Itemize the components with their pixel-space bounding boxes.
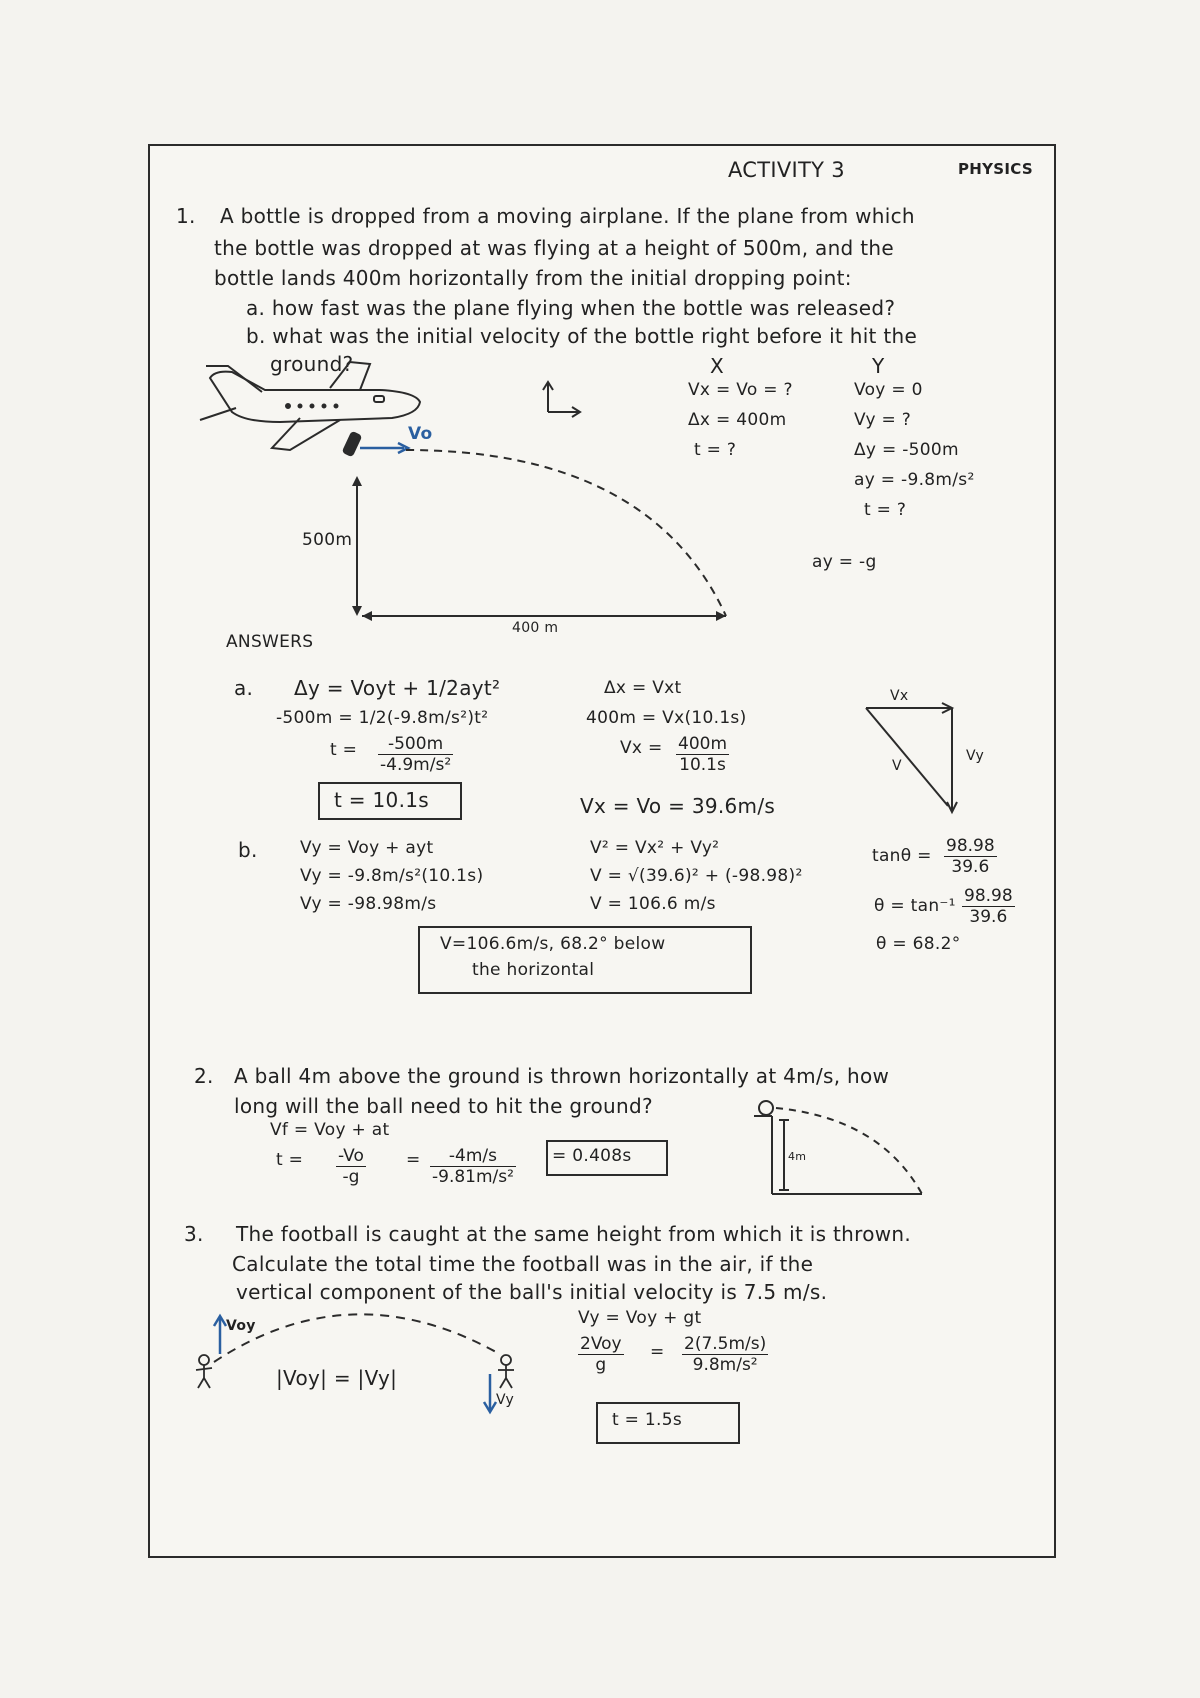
range-label: 400 m [512, 620, 559, 636]
catcher-figure-icon [498, 1355, 514, 1388]
ay-note: ay = -g [812, 552, 877, 572]
q2-line: A ball 4m above the ground is thrown horizontally at 4m/s, how [234, 1064, 890, 1088]
q3-result: t = 1.5s [612, 1410, 683, 1430]
part-b-eq: Vy = -98.98m/s [300, 894, 437, 914]
q2-diagram [754, 1101, 922, 1194]
q3-fraction: $\frac{2(7.5m/s)}{\text{9.8m/s²}}$ [684, 1334, 767, 1375]
part-a-t-lhs: t = [330, 740, 358, 760]
final-answer-cont: the horizontal [472, 960, 595, 980]
q2-equals: = [406, 1150, 421, 1170]
q2-fraction: $\frac{-Vo}{-g}$ [338, 1146, 364, 1187]
part-a-t-fraction: $\frac{-500m}{\text{-4.9m/s²}}$ [380, 734, 452, 775]
q1-number: 1. [176, 204, 196, 228]
part-a-x-eq: 400m = Vx(10.1s) [586, 708, 747, 728]
part-b-mag-eq: V = 106.6 m/s [590, 894, 716, 914]
x-given: Vx = Vo = ? [688, 380, 793, 400]
part-a-vx-fraction: $\frac{400m}{10.1s}$ [678, 734, 728, 775]
answers-heading: ANSWERS [226, 632, 314, 652]
bottle-icon [341, 431, 362, 458]
q1-part-b: b. what was the initial velocity of the bottle right before it hit the [246, 324, 918, 348]
height-label: 500m [302, 530, 353, 550]
part-a-eq: -500m = 1/2(-9.8m/s²)t² [276, 708, 489, 728]
q1-line: A bottle is dropped from a moving airplane. If the plane from which [220, 204, 915, 228]
vy-label: Vy [496, 1392, 515, 1408]
abs-equation: |Voy| = |Vy| [276, 1366, 398, 1390]
airplane-icon [200, 362, 420, 450]
theta-result: θ = 68.2° [876, 934, 961, 954]
q1-part-b-cont: ground? [270, 352, 354, 376]
x-column-header: X [710, 354, 725, 378]
y-given: Vy = ? [854, 410, 912, 430]
activity-title: ACTIVITY 3 [728, 158, 845, 182]
vo-label: Vo [408, 424, 433, 444]
tan-lhs: tanθ = [872, 846, 932, 866]
q1-part-a: a. how fast was the plane flying when the bottle was released? [246, 296, 896, 320]
axes-icon [543, 382, 580, 417]
q1-line: the bottle was dropped at was flying at a height of 500m, and the [214, 236, 894, 260]
q3-number: 3. [184, 1222, 204, 1246]
part-a-vx-lhs: Vx = [620, 738, 663, 758]
t-result: t = 10.1s [334, 788, 429, 812]
final-answer: V=106.6m/s, 68.2° below [440, 934, 666, 954]
y-column-header: Y [872, 354, 885, 378]
x-given: t = ? [694, 440, 737, 460]
x-given: Δx = 400m [688, 410, 787, 430]
q2-fraction: $\frac{-4m/s}{\text{-9.81m/s²}}$ [432, 1146, 514, 1187]
theta-fraction: $\frac{98.98}{39.6}$ [964, 886, 1013, 927]
triangle-vx-label: Vx [890, 688, 909, 704]
voy-label: Voy [226, 1318, 256, 1334]
y-given: ay = -9.8m/s² [854, 470, 975, 490]
y-given: Δy = -500m [854, 440, 959, 460]
q2-height-label: 4m [788, 1150, 807, 1163]
q1-line: bottle lands 400m horizontally from the initial dropping point: [214, 266, 852, 290]
part-b-eq: Vy = -9.8m/s²(10.1s) [300, 866, 484, 886]
q3-eq: Vy = Voy + gt [578, 1308, 702, 1328]
y-given: Voy = 0 [854, 380, 923, 400]
q3-fraction: 2Voy g [580, 1334, 622, 1375]
q2-eq: Vf = Voy + at [270, 1120, 390, 1140]
part-b-mag-eq: V² = Vx² + Vy² [590, 838, 720, 858]
tan-fraction: $\frac{98.98}{39.6}$ [946, 836, 995, 877]
trajectory-path [406, 450, 726, 616]
part-a-label: a. [234, 676, 254, 700]
part-a-x-eq: Δx = Vxt [604, 678, 682, 698]
part-a-eq: Δy = Voyt + 1/2ayt² [294, 676, 501, 700]
vx-result: Vx = Vo = 39.6m/s [580, 794, 776, 818]
part-b-label: b. [238, 838, 258, 862]
velocity-triangle [866, 703, 957, 812]
subject-label: PHYSICS [958, 160, 1033, 178]
q3-equals: = [650, 1342, 665, 1362]
y-given: t = ? [864, 500, 907, 520]
q2-result: = 0.408s [552, 1146, 632, 1166]
q3-line: Calculate the total time the football was in the air, if the [232, 1252, 814, 1276]
q2-number: 2. [194, 1064, 214, 1088]
q3-line: vertical component of the ball's initial velocity is 7.5 m/s. [236, 1280, 828, 1304]
q2-t-lhs: t = [276, 1150, 304, 1170]
q2-line: long will the ball need to hit the ground? [234, 1094, 653, 1118]
triangle-v-label: V [892, 758, 902, 774]
theta-lhs: θ = tan⁻¹ [874, 896, 956, 916]
part-b-eq: Vy = Voy + ayt [300, 838, 434, 858]
part-b-mag-eq: V = √(39.6)² + (-98.98)² [590, 866, 803, 886]
triangle-vy-label: Vy [966, 748, 985, 764]
q3-line: The football is caught at the same height from which it is thrown. [236, 1222, 912, 1246]
thrower-figure-icon [196, 1355, 212, 1388]
